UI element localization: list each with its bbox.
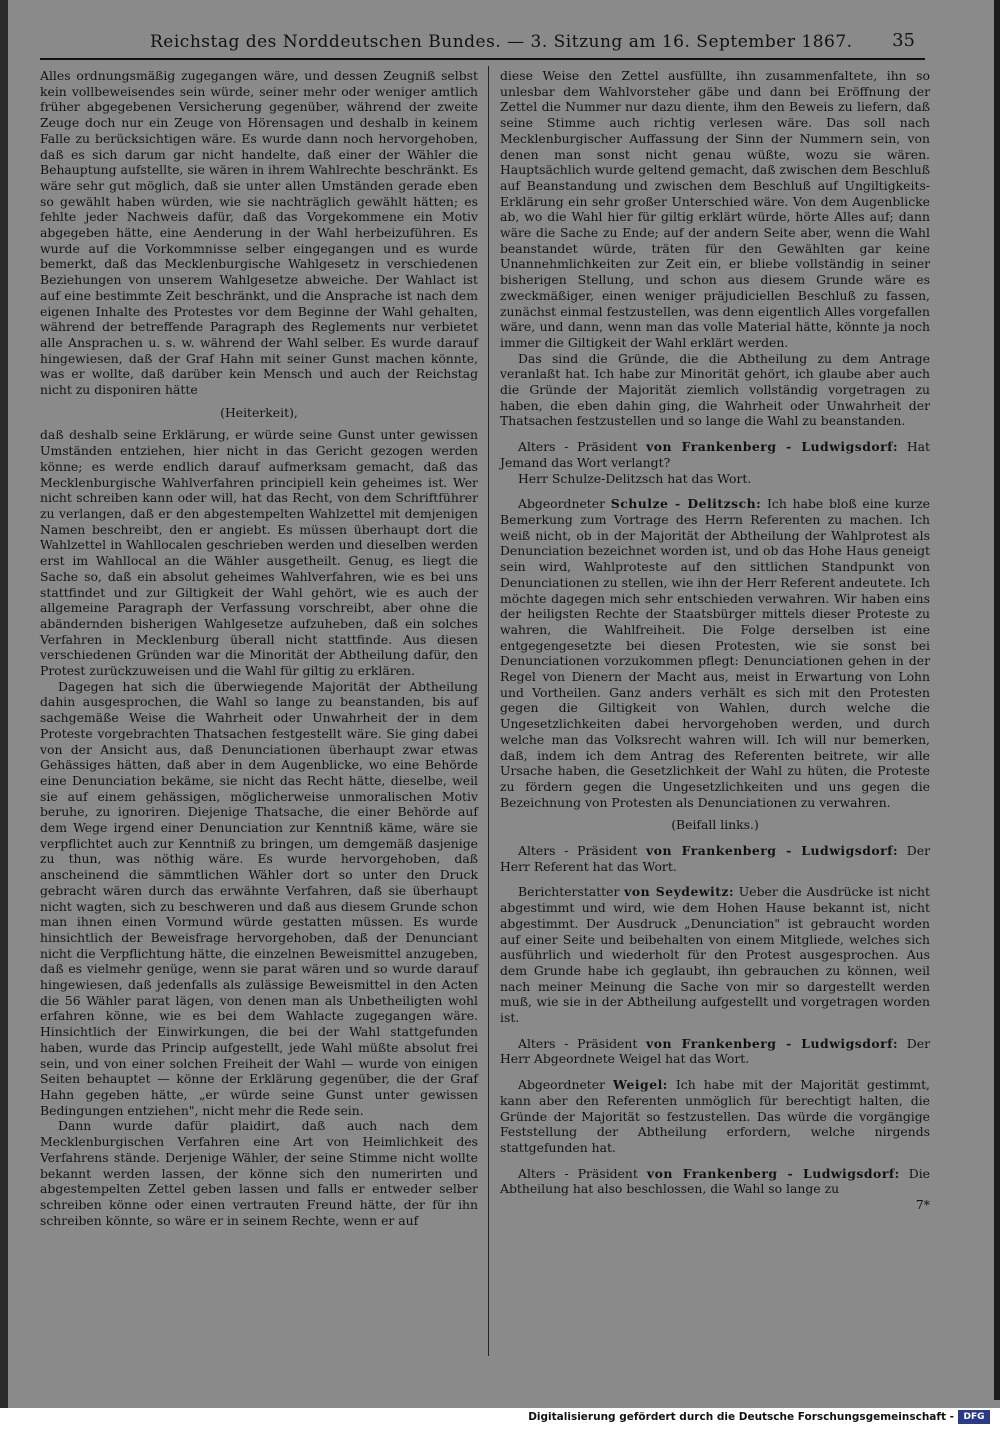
body-paragraph: Dagegen hat sich die überwiegende Majorität der Abtheilung dahin ausgesprochen, die Wahl so lange zu beanstanden, bis auf sachgemäße Weise die Wahrheit oder Unwahrheit der in dem Proteste vorgebrachten Thatsachen festgestellt wäre. Sie ging dabei von der Ansicht aus, daß Denunciationen überhaupt zwar etwas Gehässiges hätten, daß aber in dem Augenblicke, wo eine Behörde eine Denunciation bekäme, sie nicht das Recht hätte, dieselbe, weil sie auf einem gehässigen, möglicherweise unmoralischen Motiv beruhe, zu ignoriren. Diejenige Thatsache, die einer Behörde auf dem Wege irgend einer Denunciation zur Kenntniß käme, wäre sie verpflichtet auch zur Kenntniß zu bringen, um demgemäß dasjenige zu thun, was nöthig wäre. Es wurde hervorgehoben, daß anscheinend die sämmtlichen Wähler dort so unter den Druck gebracht wären durch das erwähnte Verfahren, daß sie überhaupt nicht wagten, sich zu beschweren und daß aus diesem Grunde schon man ihnen einen Vormund würde gestatten müssen. Es wurde hinsichtlich der Beweisfrage hervorgehoben, daß der Denunciant nicht die Verpflichtung hätte, die einzelnen Beweismittel anzugeben, daß es vielmehr genüge, wenn sie parat wären und so wurde darauf hingewiesen, daß jedenfalls als zulässige Beweismittel in den Acten die 56 Wähler parat lägen, von denen man als Unbetheiligten wohl erfahren könne, wie es bei dem Wahlacte zugegangen wäre. Hinsichtlich der Einwirkungen, die bei der Wahl stattgefunden haben, wurde das Princip aufgestellt, jede Wahl müßte absolut frei sein, und von einer solchen Freiheit der Wahl — wurde von einigen Seiten behauptet — könne der Erklärung gegenüber, die der Graf Hahn gegeben hätte, „er würde seine Gunst unter gewissen Bedingungen entziehen", nicht mehr die Rede sein.	[40, 678, 478, 1118]
right-column	[500, 68, 930, 1213]
footer-credit: Digitalisierung gefördert durch die Deutsche Forschungsgemeinschaft -	[528, 1411, 954, 1423]
speaker-name: Schulze - Delitzsch:	[610, 496, 762, 512]
body-paragraph: Dann wurde dafür plaidirt, daß auch nach dem Mecklenburgischen Verfahren eine Art von Heimlichkeit des Verfahrens stände. Derjenige Wähler, der seine Stimme nicht wollte bekannt werden lassen, der könne sich den numerirten und abgestempelten Zettel geben lassen und falls er entweder selber schreiben könne oder einen vertrauten Freund hätte, der für ihn schreiben könnte, so wäre er in seinem Rechte, wenn er auf	[40, 1118, 478, 1228]
speech-text: Der Herr Abgeordnete Weigel hat das Wort.	[500, 1035, 930, 1067]
speaker-role: Abgeordneter	[518, 496, 611, 512]
header-title: Reichstag des Norddeutschen Bundes. — 3. Sitzung am 16. September 1867.	[150, 32, 853, 52]
speaker-paragraph	[500, 1166, 930, 1197]
speaker-name: von Frankenberg - Ludwigsdorf:	[646, 439, 899, 455]
speaker-role: Berichterstatter	[518, 884, 625, 900]
page-number: 35	[892, 30, 915, 51]
dfg-logo: DFG	[958, 1410, 990, 1424]
speaker-paragraph	[500, 439, 930, 470]
left-column	[40, 68, 478, 1228]
speaker-paragraph	[500, 1077, 930, 1156]
scan-edge-left	[0, 0, 8, 1432]
speech-text: Der Herr Referent hat das Wort.	[500, 843, 930, 874]
stage-direction: (Beifall links.)	[671, 817, 759, 833]
speech-text: Ich habe mit der Majorität gestimmt, kann aber den Referenten unmöglich für berechtigt halten, die Gründe der Majorität so festzustellen. Das würde die vorgängige Feststellung der Abtheilung erfordern, welche nirgends stattgefunden hat.	[500, 1077, 930, 1155]
speaker-name: Weigel:	[613, 1077, 668, 1093]
speaker-name: von Frankenberg - Ludwigsdorf:	[646, 1035, 899, 1051]
speaker-role: Alters - Präsident	[518, 843, 647, 859]
stage-direction: (Heiterkeit),	[220, 404, 298, 420]
body-paragraph: Das sind die Gründe, die die Abtheilung zu dem Antrage veranlaßt hat. Ich habe zur Minorität gehört, ich glaube aber auch die Gründe der Majorität ziemlich vollständig vorgetragen zu haben, die eben dahin ging, die Wahrheit oder Unwahrheit der Thatsachen festzustellen und so lange die Wahl zu beanstanden.	[500, 350, 930, 429]
speaker-role: Abgeordneter	[518, 1077, 614, 1093]
body-paragraph: diese Weise den Zettel ausfüllte, ihn zusammenfaltete, ihn so unlesbar dem Wahlvorsteher gäbe und dann bei Eröffnung der Zettel die Nummer nur dazu diente, ihm den Beweis zu liefern, daß seine Stimme auch richtig verlesen wäre. Das soll nach Mecklenburgischer Auffassung der Sinn der Nummern sein, von denen man sonst nicht genau wüßte, wozu sie wären. Hauptsächlich wurde geltend gemacht, daß zwischen dem Beschluß auf Beanstandung und zwischen dem Beschluß auf Ungiltigkeits-Erklärung ein sehr großer Unterschied wäre. Von dem Augenblicke ab, wo die Wahl hier für giltig erklärt würde, hörte Alles auf; dann wäre die Sache zu Ende; auf der andern Seite aber, wenn die Wahl beanstandet würde, träten für den Gewählten gar keine Unannehmlichkeiten zur Zeit ein, er bliebe vollständig in seiner bisherigen Stellung, und schon aus diesem Grunde wäre es zweckmäßiger, einen weniger präjudiciellen Beschluß zu fassen, zunächst einmal festzustellen, was denn eigentlich Alles vorgefallen wäre, und dann, wenn man das volle Material hätte, könnte ja noch immer die Giltigkeit der Wahl erklärt werden.	[500, 68, 930, 350]
speaker-role: Alters - Präsident	[518, 1165, 647, 1181]
speaker-paragraph	[500, 884, 930, 1025]
body-paragraph: daß deshalb seine Erklärung, er würde seine Gunst unter gewissen Umständen entziehen, hier nicht in das Gericht gezogen werden könne; es werde endlich darauf aufmerksam gemacht, daß das Mecklenburgische Wahlverfahren principiell kein geheimes ist. Wer nicht schreiben kann oder will, hat das Recht, von dem Schriftführer zu verlangen, daß er den abgestempelten Wahlzettel mit demjenigen Namen beschreibt, den er angiebt. Es müssen überhaupt dort die Wahlzettel in Wahllocalen geschrieben werden und dieselben werden erst im Wahllocal an die Wähler ausgetheilt. Genug, es liegt die Sache so, daß ein absolut geheimes Wahlverfahren, wie es bei uns stattfindet und zur Giltigkeit der Wahl gehört, wie es auch der allgemeine Paragraph der Verfassung vorschreibt, aber ohne die abändernden bisherigen Wahlgesetze aufzuheben, daß ein solches Verfahren in Mecklenburg überall nicht stattfinde. Aus diesen verschiedenen Gründen war die Minorität der Abtheilung dafür, den Protest zurückzuweisen und die Wahl für giltig zu erklären.	[40, 427, 478, 679]
speaker-name: von Seydewitz:	[624, 884, 735, 900]
body-paragraph: Herr Schulze-Delitzsch hat das Wort.	[518, 470, 752, 486]
speaker-paragraph	[500, 1036, 930, 1067]
speech-text: Die Abtheilung hat also beschlossen, die Wahl so lange zu	[500, 1165, 930, 1197]
speaker-name: von Frankenberg - Ludwigsdorf:	[646, 843, 899, 859]
scan-edge-right	[994, 0, 1000, 1400]
speaker-paragraph	[500, 843, 930, 874]
speaker-role: Alters - Präsident	[518, 1035, 647, 1051]
speaker-role: Alters - Präsident	[518, 439, 647, 455]
signature-mark: 7*	[915, 1197, 930, 1213]
speech-text: Ich habe bloß eine kurze Bemerkung zum Vortrage des Herrn Referenten zu machen. Ich weiß nicht, ob in der Majorität der Abtheilung der Wahlprotest als Denunciation bezeichnet worden ist, und ob das Hohe Haus geneigt sein wird, Wahlproteste auf den sittlichen Standpunkt von Denunciationen zu stellen, wie ihn der Herr Referent andeutete. Ich möchte dagegen mich sehr entschieden verwahren. Wir haben eins der heiligsten Rechte der Staatsbürger mittels dieser Proteste zu wahren, die Wahlfreiheit. Die Folge derselben ist eine entgegengesetzte bei diesen Protesten, wie sie sonst bei Denunciationen vorzukommen pflegt: Denunciationen gehen in der Regel von Dienern der Macht aus, meist in Erwartung von Lohn und Vortheilen. Ganz anders verhält es sich mit den Protesten gegen die Giltigkeit von Wahlen, durch welche die Ungesetzlichkeiten dabei hervorgehoben werden, und durch welche man das Volksrecht wahren will. Ich will nur bemerken, daß, indem ich dem Antrag des Referenten beitrete, wir alle Ursache haben, die Gesetzlichkeit der Wahl zu hüten, die Proteste zu fördern gegen die Ungesetzlichkeiten und uns gegen die Bezeichnung von Protesten als Denunciationen zu verwahren.	[500, 496, 931, 810]
running-header	[40, 30, 925, 60]
body-paragraph: Alles ordnungsmäßig zugegangen wäre, und dessen Zeugniß selbst kein vollbeweisendes sein würde, seiner mehr oder weniger amtlich früher abgegebenen Versicherung gegenüber, während der zweite Zeuge doch nur ein Zeuge von Hörensagen und deshalb in keinem Falle zu berücksichtigen wäre. Es wurde dann noch hervorgehoben, daß es sich darum gar nicht handelte, daß einer der Wähler die Behauptung aufstellte, sie wären in ihrem Wahlrechte beschränkt. Es wäre sehr gut möglich, daß sie unter allen Umständen gerade eben so gewählt haben würden, wie sie nachträglich gewählt hätten; es fehlte jeder Nachweis dafür, daß das Vorgekommene ein Motiv abgegeben hätte, eine Aenderung in der Wahl herbeizuführen. Es wurde auf die Vorkommnisse selber eingegangen und es wurde bemerkt, daß das Mecklenburgische Wahlgesetz in verschiedenen Beziehungen von unserem Wahlgesetze abweiche. Der Wahlact ist auf eine bestimmte Zeit beschränkt, und die Ansprache ist nach dem eigenen Inhalte des Protestes vor dem Beginne der Wahl gehalten, während der betreffende Paragraph des Reglements nur verbietet alle Ansprachen u. s. w. während der Wahl selber. Es wurde darauf hingewiesen, daß der Graf Hahn mit seiner Gunst machen könnte, was er wollte, daß darüber kein Mensch und auch der Reichstag nicht zu disponiren hätte	[40, 68, 478, 398]
speaker-name: von Frankenberg - Ludwigsdorf:	[646, 1165, 900, 1181]
speaker-paragraph	[500, 496, 930, 810]
speech-text: Ueber die Ausdrücke ist nicht abgestimmt und wird, wie dem Hohen Hause bekannt ist, nicht abgestimmt. Der Ausdruck „Denunciation" ist gebraucht worden auf einer Seite und beibehalten von einem Mitgliede, welches sich ausführlich und wiederholt für den Protest ausgesprochen. Aus dem Grunde habe ich geglaubt, ihn gebrauchen zu können, weil nach meiner Meinung die Sache von mir so dargestellt werden muß, wie sie in der Abtheilung aufgestellt und vorgetragen worden ist.	[500, 884, 931, 1026]
column-divider	[488, 66, 489, 1356]
speech-text: Hat Jemand das Wort verlangt?	[500, 439, 930, 470]
